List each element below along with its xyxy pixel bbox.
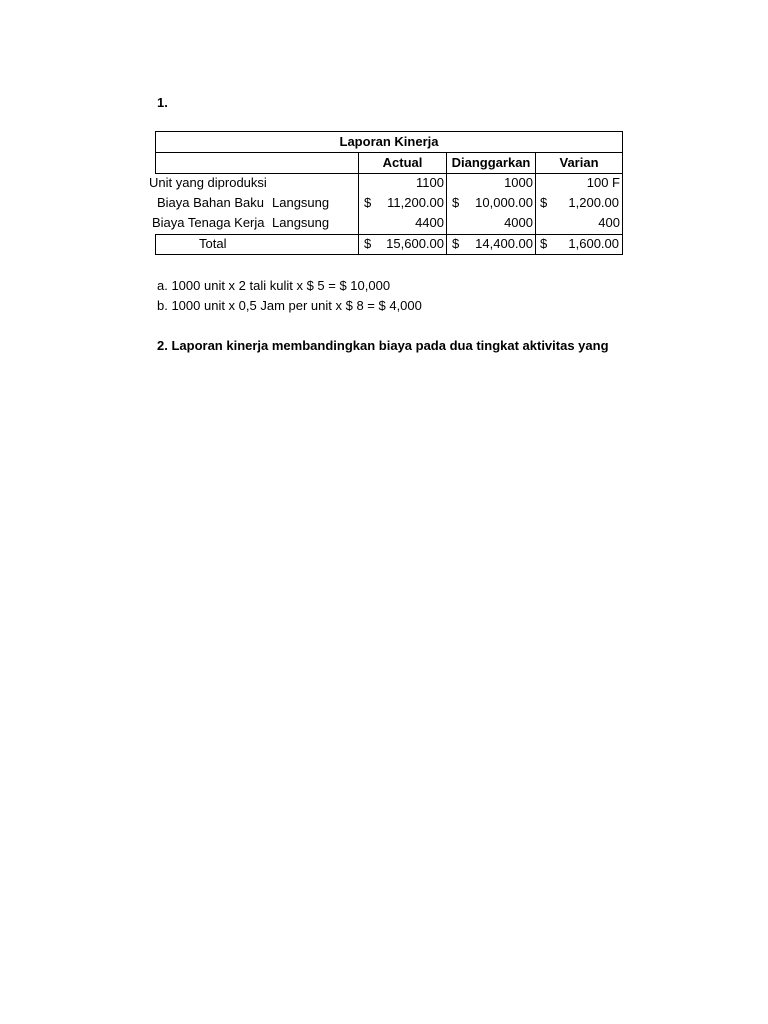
total-actual: 15,600.00 (386, 236, 444, 251)
row-label-materials-a: Biaya Bahan Baku (157, 195, 264, 210)
materials-variance-currency: $ (540, 195, 548, 210)
total-budget-currency: $ (452, 236, 460, 251)
row-label-labor-b: Langsung (272, 215, 330, 230)
row-label-labor-a: Biaya Tenaga Kerja (152, 215, 265, 230)
note-b: b. 1000 unit x 0,5 Jam per unit x $ 8 = $ 4,000 (157, 298, 422, 313)
header-actual: Actual (382, 155, 423, 170)
table-border-left-bottom (155, 234, 156, 255)
materials-actual-currency: $ (364, 195, 372, 210)
units-variance: 100 F (586, 175, 620, 190)
units-budget: 1000 (504, 175, 533, 190)
materials-variance: 1,200.00 (568, 195, 619, 210)
row-label-total: Total (199, 236, 227, 251)
performance-report-table (149, 131, 623, 254)
labor-actual: 4400 (415, 215, 444, 230)
note-a: a. 1000 unit x 2 tali kulit x $ 5 = $ 10,000 (157, 278, 391, 293)
row-label-units: Unit yang diproduksi (149, 175, 267, 190)
total-variance-currency: $ (540, 236, 548, 251)
labor-budget: 4000 (504, 215, 533, 230)
header-variance: Varian (559, 155, 599, 170)
table-border-bottom (155, 254, 623, 255)
row-label-materials-b: Langsung (272, 195, 330, 210)
question-1-number: 1. (157, 95, 168, 110)
total-budget: 14,400.00 (475, 236, 533, 251)
materials-actual: 11,200.00 (387, 195, 444, 210)
labor-variance: 400 (598, 215, 620, 230)
question-2-text: 2. Laporan kinerja membandingkan biaya pada dua tingkat aktivitas yang (157, 338, 609, 353)
total-variance: 1,600.00 (568, 236, 619, 251)
materials-budget-currency: $ (452, 195, 460, 210)
units-actual: 1100 (416, 175, 444, 190)
report-title: Laporan Kinerja (339, 134, 439, 149)
header-budgeted: Dianggarkan (451, 155, 531, 170)
materials-budget: 10,000.00 (475, 195, 533, 210)
total-actual-currency: $ (364, 236, 372, 251)
